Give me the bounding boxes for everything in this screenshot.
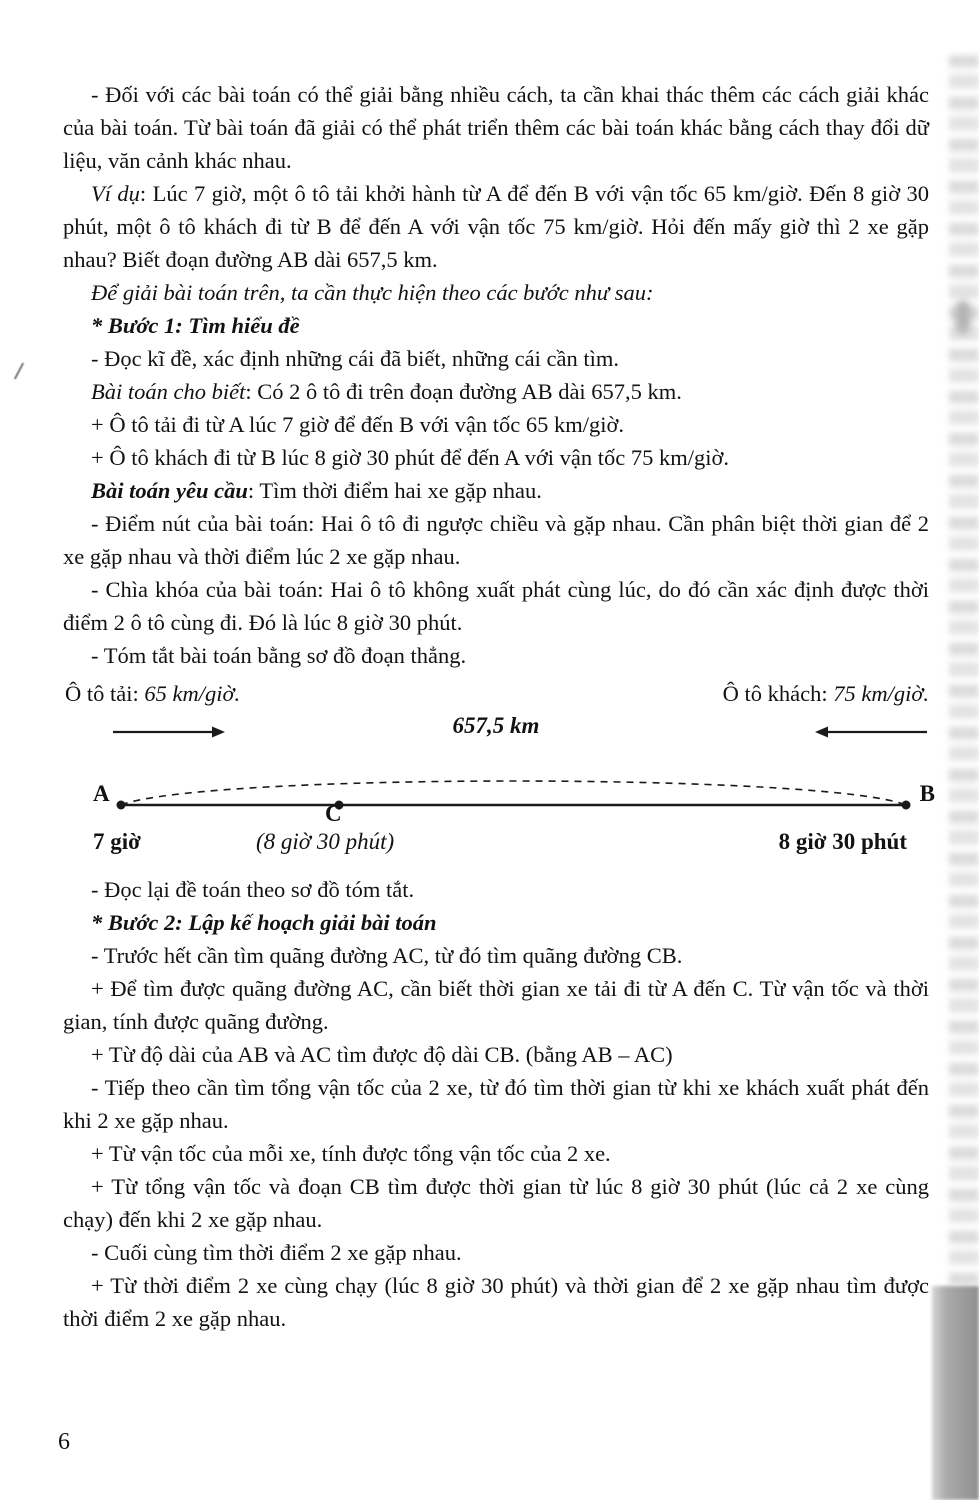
paragraph: - Đối với các bài toán có thể giải bằng nhiều cách, ta cần khai thác thêm các cách giải khác của bài toán. Từ bài toán đã giải có thể phát triển thêm các bài toán khác bằng cách thay đổi dữ liệu, văn cảnh khác nhau. — [63, 82, 929, 173]
truck-speed-value: 65 km/giờ. — [144, 681, 241, 706]
text-block-bottom — [63, 873, 929, 1335]
text-block-top — [63, 78, 929, 672]
paragraph: - Đọc lại đề toán theo sơ đồ tóm tắt. — [91, 877, 415, 902]
stray-pen-mark — [14, 363, 24, 380]
page-number: 6 — [58, 1429, 70, 1455]
point-a-label: A — [93, 781, 110, 806]
paragraph: - Cuối cùng tìm thời điểm 2 xe gặp nhau. — [91, 1240, 462, 1265]
segment-drawing — [113, 757, 913, 819]
paragraph: - Đọc kĩ đề, xác định những cái đã biết, những cái cần tìm. — [91, 346, 619, 371]
paragraph: + Từ độ dài của AB và AC tìm được độ dài CB. (bằng AB – AC) — [91, 1042, 673, 1067]
truck-speed-label — [65, 679, 240, 709]
scan-edge-artifact — [949, 55, 979, 1285]
paragraph: + Để tìm được quãng đường AC, cần biết thời gian xe tải đi từ A đến C. Từ vận tốc và thời gian, tính được quãng đường. — [63, 976, 929, 1034]
paragraph: Bài toán yêu cầu: Tìm thời điểm hai xe gặp nhau. — [91, 478, 542, 503]
point-b-dot — [902, 801, 911, 810]
bus-label-text: Ô tô khách: — [722, 681, 834, 706]
diagram-arrows-row — [63, 709, 929, 757]
paragraph: - Điểm nút của bài toán: Hai ô tô đi ngược chiều và gặp nhau. Cần phân biệt thời gian để 2 xe gặp nhau và thời điểm lúc 2 xe gặp nhau. — [63, 511, 929, 569]
paragraph: - Trước hết cần tìm quãng đường AC, từ đó tìm quãng đường CB. — [91, 943, 683, 968]
step-heading: * Bước 1: Tìm hiểu đề — [91, 313, 300, 338]
step-heading: * Bước 2: Lập kế hoạch giải bài toán — [91, 910, 437, 935]
time-bus-start: 8 giờ 30 phút — [778, 829, 907, 854]
distance-label: 657,5 km — [452, 713, 540, 738]
right-arrow-icon — [113, 725, 225, 739]
paragraph: + Ô tô tải đi từ A lúc 7 giờ để đến B với vận tốc 65 km/giờ. — [91, 412, 625, 437]
left-arrow-icon — [815, 725, 927, 739]
diagram-times-row — [63, 829, 929, 869]
paragraph: - Tóm tắt bài toán bằng sơ đồ đoạn thẳng. — [91, 643, 467, 668]
bus-speed-label — [723, 679, 929, 709]
paragraph: Ví dụ: Lúc 7 giờ, một ô tô tải khởi hành từ A để đến B với vận tốc 65 km/giờ. Đến 8 giờ 30 phút, một ô tô khách đi từ B để đến A với vận tốc 75 km/giờ. Hỏi đến mấy giờ thì 2 xe gặp nhau? Biết đoạn đường AB dài 657,5 km. — [63, 181, 929, 272]
paragraph: + Từ vận tốc của mỗi xe, tính được tổng vận tốc của 2 xe. — [91, 1141, 611, 1166]
time-at-c: (8 giờ 30 phút) — [256, 829, 395, 854]
paragraph: + Từ thời điểm 2 xe cùng chạy (lúc 8 giờ 30 phút) và thời gian để 2 xe gặp nhau tìm được thời điểm 2 xe gặp nhau. — [63, 1273, 929, 1331]
paragraph: Để giải bài toán trên, ta cần thực hiện theo các bước như sau: — [91, 280, 654, 305]
time-truck-start: 7 giờ — [93, 829, 141, 854]
scan-smudge-artifact — [955, 300, 971, 334]
distance-diagram — [63, 679, 935, 869]
diagram-segment-row — [63, 757, 935, 829]
truck-label-text: Ô tô tải: — [65, 681, 145, 706]
diagram-speed-labels — [63, 679, 929, 709]
point-b-label: B — [919, 781, 935, 806]
paragraph: - Tiếp theo cần tìm tổng vận tốc của 2 xe, từ đó tìm thời gian từ khi xe khách xuất phát đến khi 2 xe gặp nhau. — [63, 1075, 929, 1133]
scan-corner-artifact — [932, 1286, 979, 1500]
point-a-dot — [117, 801, 126, 810]
paragraph: - Chìa khóa của bài toán: Hai ô tô không xuất phát cùng lúc, do đó cần xác định được thời điểm 2 ô tô cùng đi. Đó là lúc 8 giờ 30 phút. — [63, 577, 929, 635]
paragraph: + Ô tô khách đi từ B lúc 8 giờ 30 phút để đến A với vận tốc 75 km/giờ. — [91, 445, 730, 470]
point-c-label: C — [325, 801, 342, 826]
paragraph: Bài toán cho biết: Có 2 ô tô đi trên đoạn đường AB dài 657,5 km. — [91, 379, 682, 404]
page-content — [63, 78, 935, 1335]
bus-speed-value: 75 km/giờ. — [833, 681, 929, 706]
paragraph: + Từ tổng vận tốc và đoạn CB tìm được thời gian từ lúc 8 giờ 30 phút (lúc cả 2 xe cùng chạy) đến khi 2 xe gặp nhau. — [63, 1174, 929, 1232]
